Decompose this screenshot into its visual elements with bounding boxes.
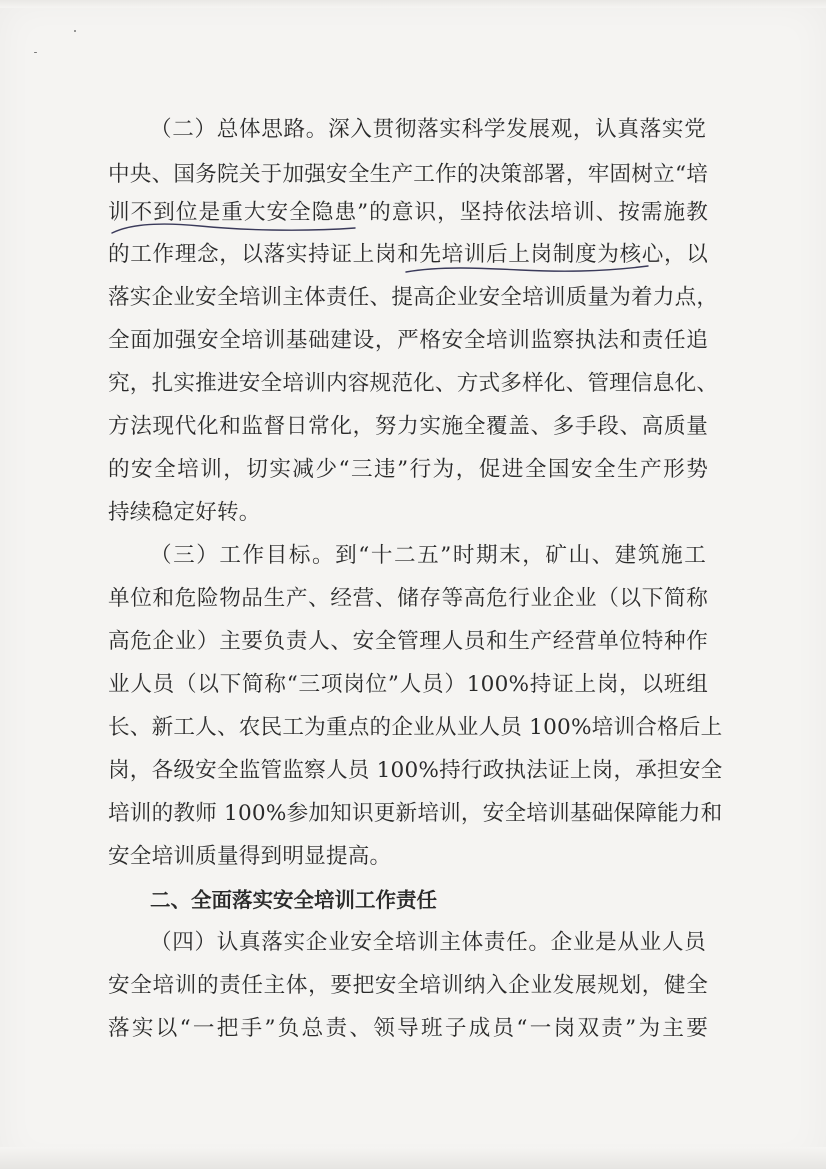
paragraph-2-line-9: 的安全培训，切实减少“三违”行为，促进全国安全生产形势 [108, 457, 708, 482]
paragraph-2-line-1: （二）总体思路。深入贯彻落实科学发展观，认真落实党 [150, 117, 706, 142]
paragraph-3-line-7: 培训的教师 100%参加知识更新培训，安全培训基础保障能力和 [108, 801, 723, 826]
paragraph-3-line-4: 业人员（以下简称“三项岗位”人员）100%持证上岗，以班组 [108, 672, 708, 697]
paragraph-3-line-8: 安全培训质量得到明显提高。 [108, 844, 392, 869]
paragraph-2-line-10: 持续稳定好转。 [108, 500, 261, 525]
paragraph-4-line-2: 安全培训的责任主体，要把安全培训纳入企业发展规划，健全 [108, 973, 708, 998]
paragraph-3-line-5: 长、新工人、农民工为重点的企业从业人员 100%培训合格后上 [108, 715, 723, 740]
paragraph-2-line-7: 究，扎实推进安全培训内容规范化、方式多样化、管理信息化、 [108, 371, 719, 396]
paragraph-4-line-1: （四）认真落实企业安全培训主体责任。企业是从业人员 [150, 930, 706, 955]
paragraph-2-line-6: 全面加强安全培训基础建设，严格安全培训监察执法和责任追 [108, 328, 708, 353]
paragraph-2-line-8: 方法现代化和监督日常化，努力实施全覆盖、多手段、高质量 [108, 414, 708, 439]
scan-speck [74, 30, 76, 32]
paragraph-2-line-3: 训不到位是重大安全隐患”的意识，坚持依法培训、按需施教 [108, 200, 708, 225]
scan-speck [34, 52, 37, 53]
paragraph-4-line-3: 落实以“一把手”负总责、领导班子成员“一岗双责”为主要 [108, 1016, 708, 1041]
paragraph-2-line-2: 中央、国务院关于加强安全生产工作的决策部署，牢固树立“培 [108, 162, 708, 187]
paragraph-3-line-6: 岗，各级安全监管监察人员 100%持行政执法证上岗，承担安全 [108, 758, 723, 783]
page-bottom-edge [0, 1147, 826, 1169]
page-top-edge [0, 0, 826, 8]
section-heading: 二、全面落实安全培训工作责任 [150, 888, 437, 912]
paragraph-2-line-4: 的工作理念，以落实持证上岗和先培训后上岗制度为核心，以 [108, 242, 708, 267]
paragraph-3-line-1: （三）工作目标。到“十二五”时期末，矿山、建筑施工 [150, 543, 706, 568]
paragraph-2-line-5: 落实企业安全培训主体责任、提高企业安全培训质量为着力点， [108, 285, 719, 310]
paragraph-3-line-3: 高危企业）主要负责人、安全管理人员和生产经营单位特种作 [108, 629, 708, 654]
paragraph-3-line-2: 单位和危险物品生产、经营、储存等高危行业企业（以下简称 [108, 586, 708, 611]
